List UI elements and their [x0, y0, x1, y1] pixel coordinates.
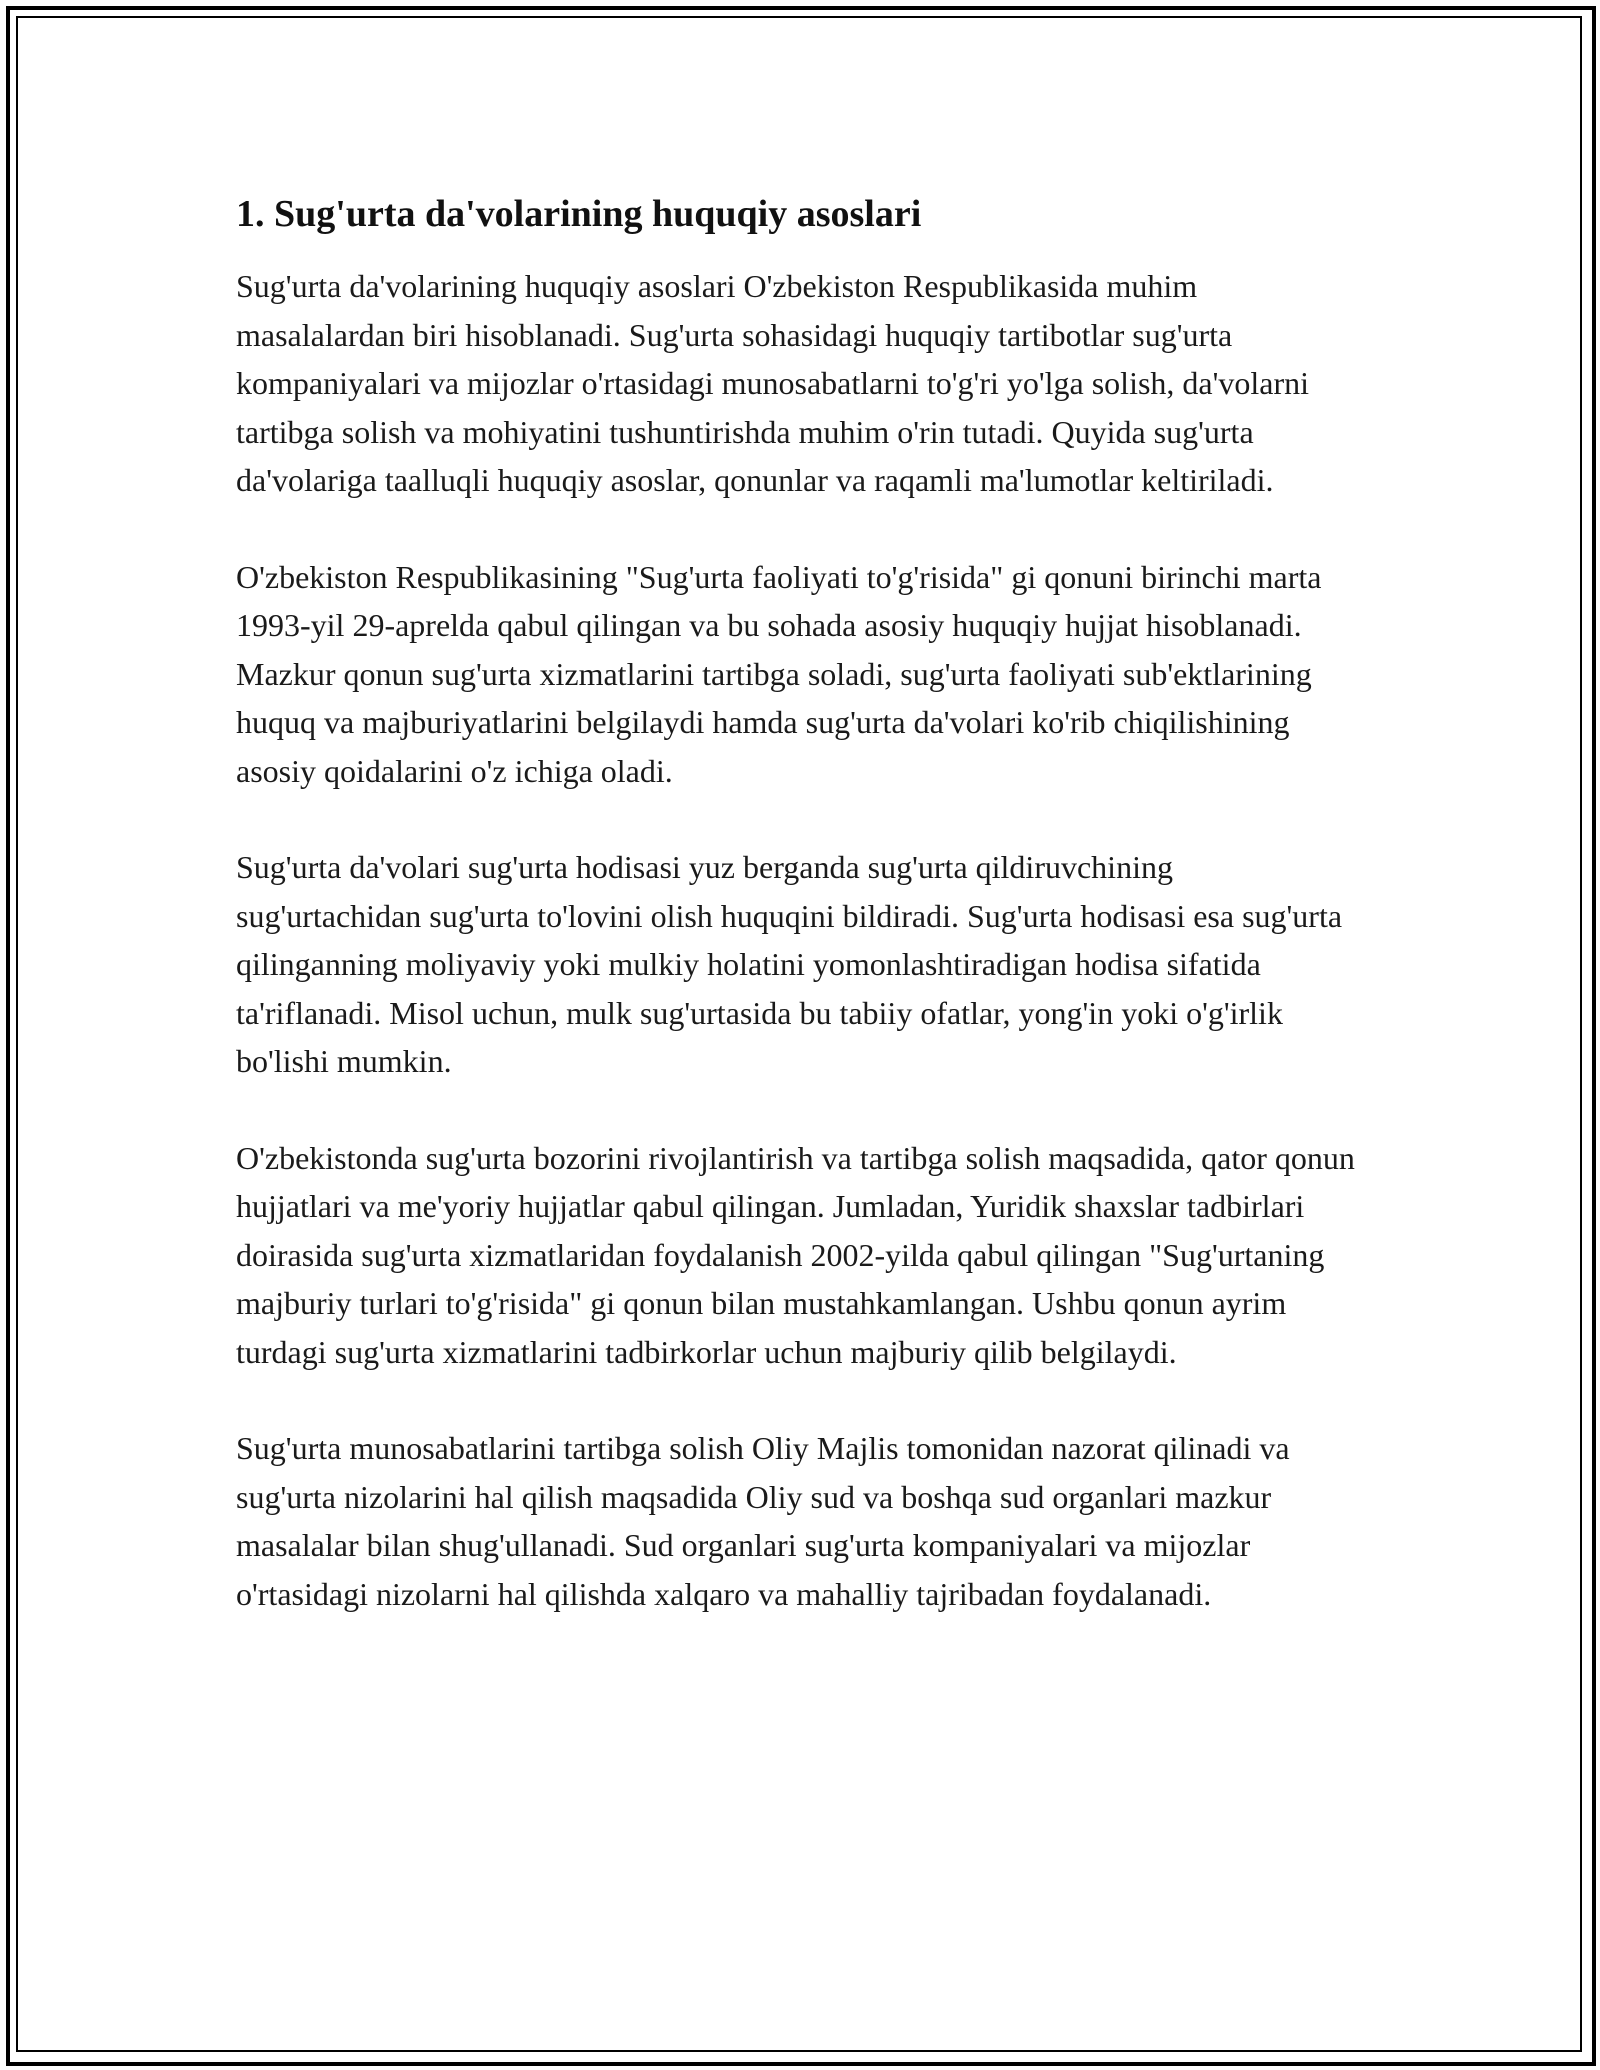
document-body — [236, 186, 1366, 1618]
section-heading: 1. Sug'urta da'volarining huquqiy asoslari — [236, 193, 922, 235]
paragraph-5: Sug'urta munosabatlarini tartibga solish Oliy Majlis tomonidan nazorat qilinadi va sug'urta nizolarini hal qilish maqsadida Oliy sud va boshqa sud organlari mazkur masalalar bilan shug'ullanadi. Sud organlari sug'urta kompaniyalari va mijozlar o'rtasidagi nizolarni hal qilishda xalqaro va mahalliy tajribadan foydalanadi. — [236, 1430, 1290, 1612]
paragraph-4: O'zbekistonda sug'urta bozorini rivojlantirish va tartibga solish maqsadida, qator qonun hujjatlari va me'yoriy hujjatlar qabul qilingan. Jumladan, Yuridik shaxslar tadbirlari doirasida sug'urta xizmatlaridan foydalanish 2002-yilda qabul qilingan "Sug'urtaning majburiy turlari to'g'risida" gi qonun bilan mustahkamlangan. Ushbu qonun ayrim turdagi sug'urta xizmatlarini tadbirkorlar uchun majburiy qilib belgilaydi. — [236, 1139, 1355, 1370]
paragraph-1: Sug'urta da'volarining huquqiy asoslari O'zbekiston Respublikasida muhim masalalardan biri hisoblanadi. Sug'urta sohasidagi huquqiy tartibotlar sug'urta kompaniyalari va mijozlar o'rtasidagi munosabatlarni to'g'ri yo'lga solish, da'volarni tartibga solish va mohiyatini tushuntirishda muhim o'rin tutadi. Quyida sug'urta da'volariga taalluqli huquqiy asoslar, qonunlar va raqamli ma'lumotlar keltiriladi. — [236, 268, 1310, 498]
paragraph-3: Sug'urta da'volari sug'urta hodisasi yuz berganda sug'urta qildiruvchining sug'urtachidan sug'urta to'lovini olish huquqini bildiradi. Sug'urta hodisasi esa sug'urta qilinganning moliyaviy yoki mulkiy holatini yomonlashtiradigan hodisa sifatida ta'riflanadi. Misol uchun, mulk sug'urtasida bu tabiiy ofatlar, yong'in yoki o'g'irlik bo'lishi mumkin. — [236, 849, 1343, 1079]
paragraph-2: O'zbekiston Respublikasining "Sug'urta faoliyati to'g'risida" gi qonuni birinchi marta 1993-yil 29-aprelda qabul qilingan va bu sohada asosiy huquqiy hujjat hisoblanadi. Mazkur qonun sug'urta xizmatlarini tartibga soladi, sug'urta faoliyati sub'ektlarining huquq va majburiyatlarini belgilaydi hamda sug'urta da'volari ko'rib chiqilishining asosiy qoidalarini o'z ichiga oladi. — [236, 558, 1322, 789]
